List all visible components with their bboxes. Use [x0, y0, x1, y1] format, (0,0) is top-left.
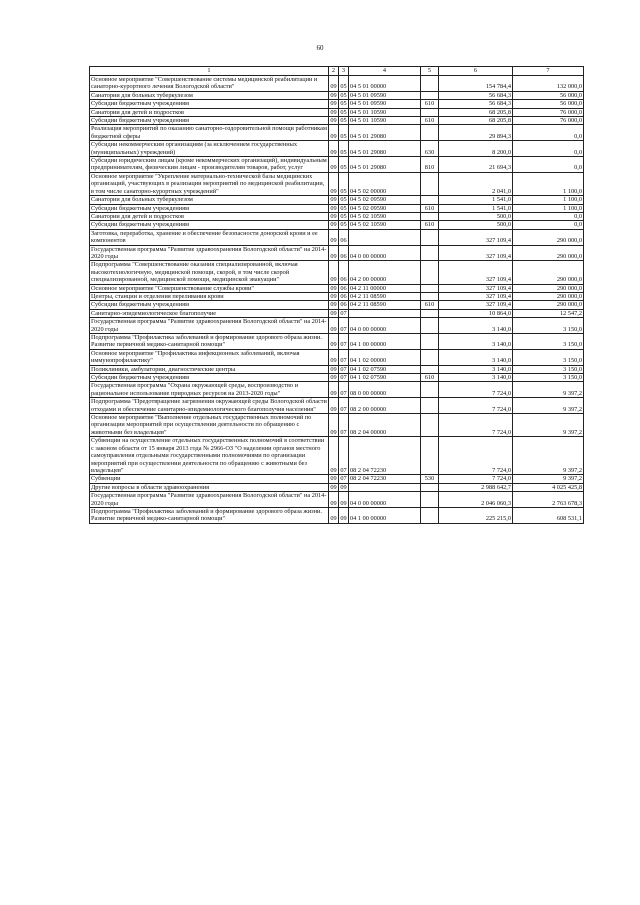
- row-expense-type-cell: 610: [421, 204, 439, 212]
- row-name-cell: Санатории для детей и подростков: [90, 108, 329, 116]
- row-name-cell: Субсидии бюджетным учреждениям: [90, 117, 329, 125]
- row-amount-year2-cell: 4 025 425,8: [513, 483, 584, 491]
- budget-table: [89, 66, 584, 524]
- row-subsection-cell: 06: [340, 284, 347, 292]
- row-target-code-cell: 04 2 00 00000: [349, 261, 421, 284]
- row-target-code-cell: [349, 309, 421, 317]
- row-expense-type-cell: 630: [421, 141, 439, 157]
- row-amount-year1-cell: 7 724,0: [439, 398, 513, 414]
- table-row: [90, 334, 584, 350]
- row-amount-year2-cell: 3 150,0: [513, 318, 584, 334]
- row-expense-type-cell: [421, 309, 439, 317]
- row-amount-year1-cell: 327 109,4: [439, 229, 513, 245]
- row-subsection-cell: 05: [339, 125, 349, 141]
- row-expense-type-cell: [421, 196, 439, 204]
- row-name-cell: Государственная программа "Развитие здравоохранения Вологодской области" на 2014-2020 годы: [90, 245, 329, 261]
- table-row: [90, 204, 584, 212]
- row-subsection-cell: 06: [340, 292, 347, 300]
- row-expense-type-cell: [421, 229, 439, 245]
- row-subsection-cell: 07: [340, 309, 347, 317]
- row-amount-year1-cell: 8 200,0: [439, 141, 513, 157]
- row-name-cell: Субсидии бюджетным учреждениям: [90, 374, 329, 382]
- row-amount-year2-cell: 76 000,0: [513, 117, 584, 125]
- row-expense-type-cell: [421, 492, 439, 508]
- row-expense-type-cell: [421, 318, 439, 334]
- row-expense-type-cell: [421, 483, 439, 491]
- row-section-cell: 09: [329, 492, 339, 508]
- row-expense-type-cell: 610: [421, 117, 439, 125]
- row-expense-type-cell: [421, 414, 439, 437]
- row-target-code-cell: 04 1 02 07590: [349, 374, 421, 382]
- row-name-cell: Подпрограмма "Предотвращение загрязнения окружающей среды Вологодской области отходами и обеспечение санитарно-эпидемиологического благополучия населения": [91, 398, 327, 413]
- row-section-cell: 09: [330, 365, 337, 373]
- row-subsection-cell: 07: [339, 398, 349, 414]
- row-subsection-cell: 07: [339, 334, 349, 350]
- row-subsection-cell: 07: [339, 437, 349, 475]
- row-amount-year2-cell: 0,0: [513, 221, 584, 229]
- row-amount-year1-cell: 7 724,0: [439, 382, 513, 398]
- table-row: [90, 245, 584, 261]
- row-section-cell: 09: [329, 507, 339, 523]
- row-section-cell: 09: [329, 229, 339, 245]
- table-row: [90, 157, 584, 173]
- row-subsection-cell: 06: [340, 301, 347, 309]
- row-target-code-cell: 04 1 02 00000: [349, 349, 421, 365]
- row-expense-type-cell: [421, 334, 439, 350]
- header-cell: 5: [421, 67, 439, 76]
- table-row: [90, 76, 584, 92]
- row-name-cell: Санатории для больных туберкулезом: [90, 91, 329, 99]
- table-row: [90, 507, 584, 523]
- row-subsection-cell: 06: [339, 245, 349, 261]
- row-name-cell: Основное мероприятие "Совершенствование службы крови": [90, 284, 329, 292]
- table-row: [90, 414, 584, 437]
- row-amount-year1-cell: 225 215,0: [439, 507, 513, 523]
- row-amount-year2-cell: 1 100,0: [513, 204, 584, 212]
- row-expense-type-cell: [421, 349, 439, 365]
- row-subsection-cell: 05: [340, 221, 347, 229]
- row-expense-type-cell: [421, 437, 439, 475]
- row-target-code-cell: 04 2 11 08590: [349, 292, 421, 300]
- table-row: [90, 318, 584, 334]
- row-subsection-cell: 05: [340, 91, 347, 99]
- row-expense-type-cell: [421, 365, 439, 373]
- row-expense-type-cell: [421, 245, 439, 261]
- row-name-cell: Санатории для больных туберкулезом: [90, 196, 329, 204]
- row-amount-year1-cell: 7 724,0: [439, 437, 513, 475]
- row-name-cell: Субвенции на осуществление отдельных государственных полномочий в соответствии с законом области от 15 января 2013 года № 2966-ОЗ "О наделении органов местного самоуправления отдельными государственными полномочиями по организации мероприятий при осуществлении деятельности по обращению с животными без владельцев": [90, 437, 329, 475]
- row-target-code-cell: 04 5 02 10590: [349, 221, 421, 229]
- row-amount-year1-cell: 1 541,0: [439, 196, 513, 204]
- row-name-cell: Подпрограмма "Профилактика заболеваний и формирование здорового образа жизни. Развитие первичной медико-санитарной помощи": [90, 507, 329, 523]
- row-target-code-cell: 04 5 02 10590: [349, 212, 421, 220]
- table-row: [90, 492, 584, 508]
- header-cell: 3: [339, 67, 349, 76]
- row-subsection-cell: 05: [340, 196, 347, 204]
- row-section-cell: 09: [330, 212, 337, 220]
- row-amount-year1-cell: 327 109,4: [439, 301, 513, 309]
- row-section-cell: 09: [329, 349, 339, 365]
- row-target-code-cell: 04 1 00 00000: [349, 334, 421, 350]
- row-name-cell: Реализация мероприятий по оказанию санаторно-оздоровительной помощи работникам бюджетной сферы: [91, 125, 327, 140]
- row-subsection-cell: 05: [339, 172, 349, 195]
- table-row: [90, 349, 584, 365]
- row-amount-year1-cell: 7 724,0: [439, 475, 513, 483]
- row-section-cell: 09: [329, 245, 339, 261]
- header-cell: 7: [513, 67, 584, 76]
- row-expense-type-cell: [421, 261, 439, 284]
- row-amount-year2-cell: 0,0: [513, 141, 584, 157]
- row-amount-year1-cell: 327 109,4: [439, 292, 513, 300]
- row-section-cell: 09: [329, 318, 339, 334]
- row-subsection-cell: 06: [339, 261, 349, 284]
- header-cell: 2: [329, 67, 339, 76]
- row-amount-year1-cell: 2 041,0: [439, 172, 513, 195]
- row-subsection-cell: 09: [339, 507, 349, 523]
- row-subsection-cell: 07: [339, 382, 349, 398]
- row-amount-year1-cell: 29 894,3: [439, 125, 513, 141]
- table-row: [90, 221, 584, 229]
- row-amount-year2-cell: 12 547,2: [513, 309, 584, 317]
- row-name-cell: Субсидии бюджетным учреждениям: [90, 100, 329, 108]
- row-amount-year2-cell: 3 150,0: [513, 334, 584, 350]
- page-number: 60: [316, 44, 324, 52]
- row-target-code-cell: 08 2 04 72230: [349, 475, 421, 483]
- row-subsection-cell: 05: [339, 157, 349, 173]
- row-target-code-cell: 04 5 01 29080: [349, 157, 421, 173]
- row-amount-year2-cell: 56 000,0: [513, 100, 584, 108]
- row-target-code-cell: 04 5 02 09590: [349, 204, 421, 212]
- row-target-code-cell: 04 2 11 08590: [349, 301, 421, 309]
- row-target-code-cell: 04 5 02 00000: [349, 172, 421, 195]
- row-section-cell: 09: [330, 301, 337, 309]
- row-amount-year2-cell: 3 150,0: [513, 349, 584, 365]
- row-section-cell: 09: [330, 309, 337, 317]
- row-name-cell: Заготовка, переработка, хранение и обеспечение безопасности донорской крови и ее компонентов: [90, 229, 329, 245]
- row-amount-year2-cell: 290 000,0: [513, 292, 584, 300]
- row-amount-year2-cell: 56 000,0: [513, 91, 584, 99]
- row-subsection-cell: 05: [339, 76, 349, 92]
- row-amount-year2-cell: 290 000,0: [513, 229, 584, 245]
- row-section-cell: 09: [329, 382, 339, 398]
- row-section-cell: 09: [329, 334, 339, 350]
- row-amount-year2-cell: 132 000,0: [513, 76, 584, 92]
- row-amount-year2-cell: 2 763 678,3: [513, 492, 584, 508]
- row-target-code-cell: 04 1 02 07590: [349, 365, 421, 373]
- row-expense-type-cell: [421, 292, 439, 300]
- row-name-cell: Основное мероприятие "Профилактика инфекционных заболеваний, включая иммунопрофилактику": [90, 349, 329, 365]
- row-target-code-cell: 08 2 04 00000: [349, 414, 421, 437]
- row-expense-type-cell: 610: [421, 301, 439, 309]
- row-amount-year1-cell: 3 140,0: [439, 365, 513, 373]
- row-expense-type-cell: [421, 284, 439, 292]
- row-target-code-cell: 04 2 11 00000: [349, 284, 421, 292]
- row-amount-year2-cell: 3 150,0: [513, 365, 584, 373]
- row-amount-year1-cell: 3 140,0: [439, 374, 513, 382]
- row-amount-year1-cell: 68 205,8: [439, 108, 513, 116]
- row-amount-year2-cell: 9 397,2: [513, 382, 584, 398]
- row-name-cell: Поликлиники, амбулатории, диагностические центры: [90, 365, 329, 373]
- row-amount-year1-cell: 21 694,3: [439, 157, 513, 173]
- row-section-cell: 09: [329, 76, 339, 92]
- table-row: [90, 261, 584, 284]
- row-amount-year1-cell: 68 205,8: [439, 117, 513, 125]
- row-amount-year1-cell: 3 140,0: [439, 334, 513, 350]
- row-target-code-cell: 04 5 01 09590: [349, 91, 421, 99]
- row-section-cell: 09: [329, 157, 339, 173]
- table-row: [90, 141, 584, 157]
- table-row: [90, 100, 584, 108]
- row-section-cell: 09: [329, 125, 339, 141]
- row-section-cell: 09: [330, 221, 337, 229]
- row-amount-year2-cell: 0,0: [513, 125, 584, 141]
- table-row: [90, 437, 584, 475]
- table-row: [90, 91, 584, 99]
- header-cell: 1: [90, 67, 329, 76]
- row-subsection-cell: 07: [339, 318, 349, 334]
- row-expense-type-cell: 610: [421, 221, 439, 229]
- row-name-cell: Субсидии бюджетным учреждениям: [90, 204, 329, 212]
- row-amount-year1-cell: 327 109,4: [439, 284, 513, 292]
- header-row: [90, 67, 584, 76]
- row-subsection-cell: 05: [340, 108, 347, 116]
- row-amount-year1-cell: 1 541,0: [439, 204, 513, 212]
- row-amount-year2-cell: 0,0: [513, 212, 584, 220]
- row-expense-type-cell: 610: [421, 374, 439, 382]
- row-name-cell: Основное мероприятие "Укрепление материально-технической базы медицинских организаций, участвующих в реализации мероприятий по медицинской реабилитации, в том числе санаторно-курортных учреждений": [90, 172, 329, 195]
- row-target-code-cell: 04 0 00 00000: [349, 492, 421, 508]
- row-amount-year2-cell: 9 397,2: [513, 398, 584, 414]
- row-name-cell: Субсидии бюджетным учреждениям: [90, 301, 329, 309]
- table-row: [90, 229, 584, 245]
- row-target-code-cell: [349, 229, 421, 245]
- row-expense-type-cell: [421, 382, 439, 398]
- row-expense-type-cell: 810: [421, 157, 439, 173]
- header-cell: 4: [349, 67, 421, 76]
- row-expense-type-cell: [421, 212, 439, 220]
- row-subsection-cell: 05: [340, 117, 347, 125]
- row-target-code-cell: 04 1 00 00000: [349, 507, 421, 523]
- row-amount-year1-cell: 327 109,4: [439, 261, 513, 284]
- row-section-cell: 09: [330, 196, 337, 204]
- table-row: [90, 108, 584, 116]
- row-name-cell: Основное мероприятие "Выполнение отдельных государственных полномочий по организации мероприятий при осуществлении деятельности по обращению с животными без владельцев": [90, 414, 329, 437]
- row-amount-year2-cell: 290 000,0: [513, 245, 584, 261]
- row-amount-year1-cell: 10 864,0: [439, 309, 513, 317]
- row-expense-type-cell: 610: [421, 100, 439, 108]
- row-expense-type-cell: [421, 398, 439, 414]
- row-subsection-cell: 07: [339, 414, 349, 437]
- table-row: [90, 483, 584, 491]
- row-amount-year2-cell: 1 100,0: [513, 172, 584, 195]
- table-row: [90, 284, 584, 292]
- row-section-cell: 09: [329, 172, 339, 195]
- table-row: [90, 475, 584, 483]
- row-name-cell: Субвенции: [90, 475, 329, 483]
- row-section-cell: 09: [329, 414, 339, 437]
- row-target-code-cell: 04 0 00 00000: [349, 318, 421, 334]
- row-amount-year2-cell: 290 000,0: [513, 284, 584, 292]
- row-expense-type-cell: [421, 172, 439, 195]
- row-target-code-cell: 04 5 01 29080: [349, 125, 421, 141]
- row-section-cell: 09: [330, 284, 337, 292]
- row-amount-year2-cell: 290 000,0: [513, 261, 584, 284]
- row-amount-year1-cell: 500,0: [439, 212, 513, 220]
- row-amount-year1-cell: 3 140,0: [439, 318, 513, 334]
- row-expense-type-cell: 530: [421, 475, 439, 483]
- table-row: [90, 196, 584, 204]
- row-name-cell: Государственная программа "Охрана окружающей среды, воспроизводство и рациональное использование природных ресурсов на 2013-2020 годы": [90, 382, 329, 398]
- row-expense-type-cell: [421, 108, 439, 116]
- row-amount-year1-cell: 500,0: [439, 221, 513, 229]
- row-amount-year2-cell: 608 531,1: [513, 507, 584, 523]
- row-target-code-cell: 04 5 01 09590: [349, 100, 421, 108]
- row-subsection-cell: 06: [339, 229, 349, 245]
- row-section-cell: 09: [330, 483, 337, 491]
- row-target-code-cell: 04 5 01 10590: [349, 108, 421, 116]
- row-section-cell: 09: [329, 398, 339, 414]
- row-section-cell: 09: [330, 475, 337, 483]
- row-subsection-cell: 07: [340, 475, 347, 483]
- row-amount-year2-cell: 9 397,2: [513, 437, 584, 475]
- row-name-cell: Подпрограмма "Профилактика заболеваний и формирование здорового образа жизни. Развитие первичной медико-санитарной помощи": [90, 334, 329, 350]
- row-amount-year1-cell: 3 140,0: [439, 349, 513, 365]
- row-name-cell: Санатории для детей и подростков: [90, 212, 329, 220]
- table-row: [90, 365, 584, 373]
- row-amount-year1-cell: 56 684,3: [439, 91, 513, 99]
- row-expense-type-cell: [421, 507, 439, 523]
- row-target-code-cell: 04 5 01 29080: [349, 141, 421, 157]
- row-section-cell: 09: [330, 108, 337, 116]
- row-section-cell: 09: [329, 261, 339, 284]
- row-subsection-cell: 05: [340, 100, 347, 108]
- row-amount-year1-cell: 7 724,0: [439, 414, 513, 437]
- row-amount-year1-cell: 56 684,3: [439, 100, 513, 108]
- row-amount-year2-cell: 9 397,2: [513, 475, 584, 483]
- row-subsection-cell: 09: [339, 492, 349, 508]
- table-row: [90, 292, 584, 300]
- row-expense-type-cell: [421, 76, 439, 92]
- row-name-cell: Основное мероприятие "Совершенствование системы медицинской реабилитации и санаторно-курортного лечения Вологодской области": [90, 76, 329, 92]
- row-target-code-cell: 08 2 00 00000: [349, 398, 421, 414]
- row-name-cell: Санитарно-эпидемиологическое благополучие: [90, 309, 329, 317]
- row-subsection-cell: 07: [340, 365, 347, 373]
- table-row: [90, 382, 584, 398]
- row-target-code-cell: 08 0 00 00000: [349, 382, 421, 398]
- row-amount-year2-cell: 1 100,0: [513, 196, 584, 204]
- row-section-cell: 09: [329, 141, 339, 157]
- row-amount-year1-cell: 154 784,4: [439, 76, 513, 92]
- row-name-cell: Субсидии бюджетным учреждениям: [90, 221, 329, 229]
- table-row: [90, 374, 584, 382]
- row-target-code-cell: 04 5 01 10590: [349, 117, 421, 125]
- table-row: [90, 172, 584, 195]
- row-expense-type-cell: [421, 125, 439, 141]
- row-subsection-cell: 05: [339, 141, 349, 157]
- row-name-cell: Субсидии некоммерческим организациям (за исключением государственных (муниципальных) учреждений): [90, 141, 329, 157]
- row-section-cell: 09: [330, 117, 337, 125]
- row-amount-year2-cell: 9 397,2: [513, 414, 584, 437]
- row-amount-year1-cell: 2 046 060,3: [439, 492, 513, 508]
- row-target-code-cell: 04 0 00 00000: [349, 245, 421, 261]
- row-name-cell: Центры, станции и отделения переливания крови: [90, 292, 329, 300]
- table-row: [90, 212, 584, 220]
- row-target-code-cell: 04 5 02 09590: [349, 196, 421, 204]
- row-target-code-cell: 08 2 04 72230: [349, 437, 421, 475]
- row-subsection-cell: 07: [340, 374, 347, 382]
- row-amount-year2-cell: 0,0: [513, 157, 584, 173]
- row-name-cell: Государственная программа "Развитие здравоохранения Вологодской области" на 2014-2020 годы: [90, 492, 329, 508]
- table-row: [90, 301, 584, 309]
- row-section-cell: 09: [330, 91, 337, 99]
- row-amount-year1-cell: 327 109,4: [439, 245, 513, 261]
- row-amount-year2-cell: 76 000,0: [513, 108, 584, 116]
- row-section-cell: 09: [330, 292, 337, 300]
- row-subsection-cell: 05: [340, 212, 347, 220]
- table-row: [90, 398, 584, 414]
- row-amount-year2-cell: 3 150,0: [513, 374, 584, 382]
- row-name-cell: Государственная программа "Развитие здравоохранения Вологодской области" на 2014-2020 годы: [90, 318, 329, 334]
- row-section-cell: 09: [330, 100, 337, 108]
- row-section-cell: 09: [330, 374, 337, 382]
- row-section-cell: 09: [329, 437, 339, 475]
- header-cell: 6: [439, 67, 513, 76]
- row-subsection-cell: 07: [339, 349, 349, 365]
- row-amount-year1-cell: 2 988 642,7: [439, 483, 513, 491]
- row-subsection-cell: 09: [340, 483, 347, 491]
- row-name-cell: Другие вопросы в области здравоохранения: [90, 483, 329, 491]
- row-subsection-cell: 05: [340, 204, 347, 212]
- row-name-cell: Подпрограмма "Совершенствование оказания специализированной, включая высокотехнологичную, медицинской помощи, скорой, в том числе скорой специализированной, медицинской помощи, медицинской эвакуации": [90, 261, 329, 284]
- row-amount-year2-cell: 290 000,0: [513, 301, 584, 309]
- table-row: [90, 309, 584, 317]
- row-expense-type-cell: [421, 91, 439, 99]
- row-target-code-cell: 04 5 01 00000: [349, 76, 421, 92]
- row-target-code-cell: [349, 483, 421, 491]
- table-row: [90, 117, 584, 125]
- table-row: [90, 125, 584, 141]
- row-section-cell: 09: [330, 204, 337, 212]
- row-name-cell: Субсидии юридическим лицам (кроме некоммерческих организаций), индивидуальным предпринимателям, физическим лицам - производителям товаров, работ, услуг: [91, 157, 327, 172]
